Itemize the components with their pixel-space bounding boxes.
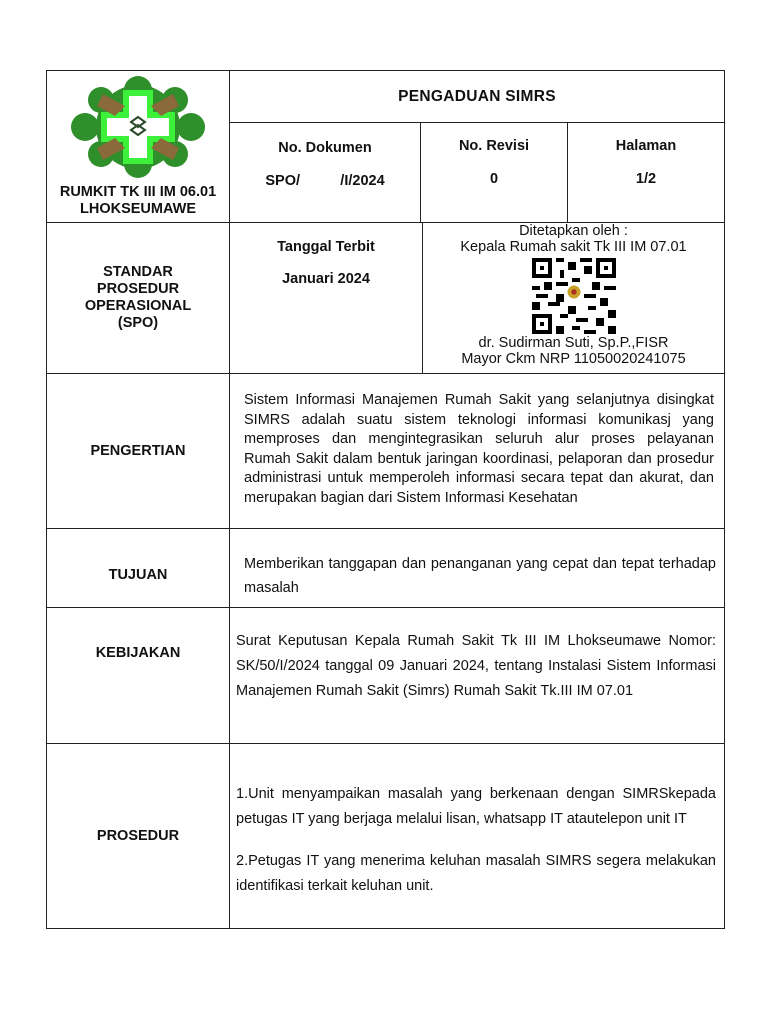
qr-code-icon (532, 258, 616, 334)
no-revisi-value: 0 (489, 171, 499, 187)
no-dokumen-label: No. Dokumen (278, 140, 372, 156)
tujuan-label: TUJUAN (47, 529, 230, 607)
spo-label-line4: (SPO) (117, 315, 159, 331)
tanggal-terbit-label: Tanggal Terbit (277, 239, 375, 255)
prosedur-step-1: 1.Unit menyampaikan masalah yang berkenaan dengan SIMRSkepada petugas IT yang berjaga melalui lisan, whatsapp IT ataute​lepon unit IT (236, 786, 716, 827)
prosedur-step-2: 2.Petugas IT yang menerima keluhan masalah SIMRS segera melakukan identifikasi terkait keluhan unit. (236, 853, 716, 894)
pengertian-label: PENGERTIAN (47, 374, 230, 528)
spo-label-line2: PROSEDUR (96, 281, 180, 297)
institution-name-line1: RUMKIT TK III IM 06.01 (59, 184, 217, 200)
signer-rank: Mayor Ckm NRP 11050020241075 (461, 351, 686, 367)
tanggal-terbit-value: Januari 2024 (282, 271, 370, 287)
no-dokumen-value: SPO/ /I/2024 (265, 173, 385, 189)
prosedur-content (230, 744, 724, 928)
tujuan-text: Memberikan tanggapan dan penanganan yang cepat dan tepat terhadap masalah (244, 556, 716, 596)
no-dokumen-cell (230, 123, 421, 222)
spo-document (46, 70, 725, 929)
hospital-emblem-icon (63, 72, 213, 182)
ditetapkan-label: Ditetapkan oleh : (519, 223, 628, 239)
no-revisi-cell (421, 123, 568, 222)
halaman-cell (568, 123, 724, 222)
no-revisi-label: No. Revisi (458, 138, 530, 154)
tanggal-terbit-cell (230, 223, 423, 373)
kebijakan-label: KEBIJAKAN (47, 608, 230, 743)
spo-label-cell (47, 223, 230, 373)
kebijakan-row (47, 607, 724, 743)
signer-name: dr. Sudirman Suti, Sp.P.,FISR (478, 335, 669, 351)
spo-row (47, 222, 724, 373)
spo-label-line3: OPERASIONAL (84, 298, 192, 314)
header-right (230, 71, 724, 222)
tujuan-row (47, 528, 724, 607)
header-row (47, 71, 724, 222)
document-meta (230, 123, 724, 222)
pengertian-text: Sistem Informasi Manajemen Rumah Sakit yang selanjutnya disingkat SIMRS adalah suatu sistem teknologi informasi komunikasj yang memproses dan mengintegrasikan seluruh alur proses pelayanan Rumah Sakit dalam bentuk jaringan koordinasi, pelaporan dan prosedur administrasi untuk memperoleh informasi secara tepat dan akurat, dan merupakan bagian dari Sistem Informasi Kesehatan (244, 392, 714, 506)
prosedur-label: PROSEDUR (47, 744, 230, 928)
kebijakan-text: Surat Keputusan Kepala Rumah Sakit Tk III IM Lhokseumawe Nomor: SK/50/I/2024 tanggal 09 Januari 2024, tentang Instalasi Sistem Informasi Manajemen Rumah Sakit (Simrs) Rumah Sakit Tk.III IM 07.01 (236, 633, 716, 699)
spo-label-line1: STANDAR (103, 264, 173, 280)
halaman-value: 1/2 (635, 171, 657, 187)
institution-cell (47, 71, 230, 222)
halaman-label: Halaman (615, 138, 677, 154)
document-title: PENGADUAN SIMRS (230, 71, 724, 123)
prosedur-row (47, 743, 724, 928)
pengertian-row (47, 373, 724, 528)
institution-name-line2: LHOKSEUMAWE (80, 201, 196, 217)
ditetapkan-cell (423, 223, 724, 373)
kepala-title: Kepala Rumah sakit Tk III IM 07.01 (460, 239, 687, 255)
